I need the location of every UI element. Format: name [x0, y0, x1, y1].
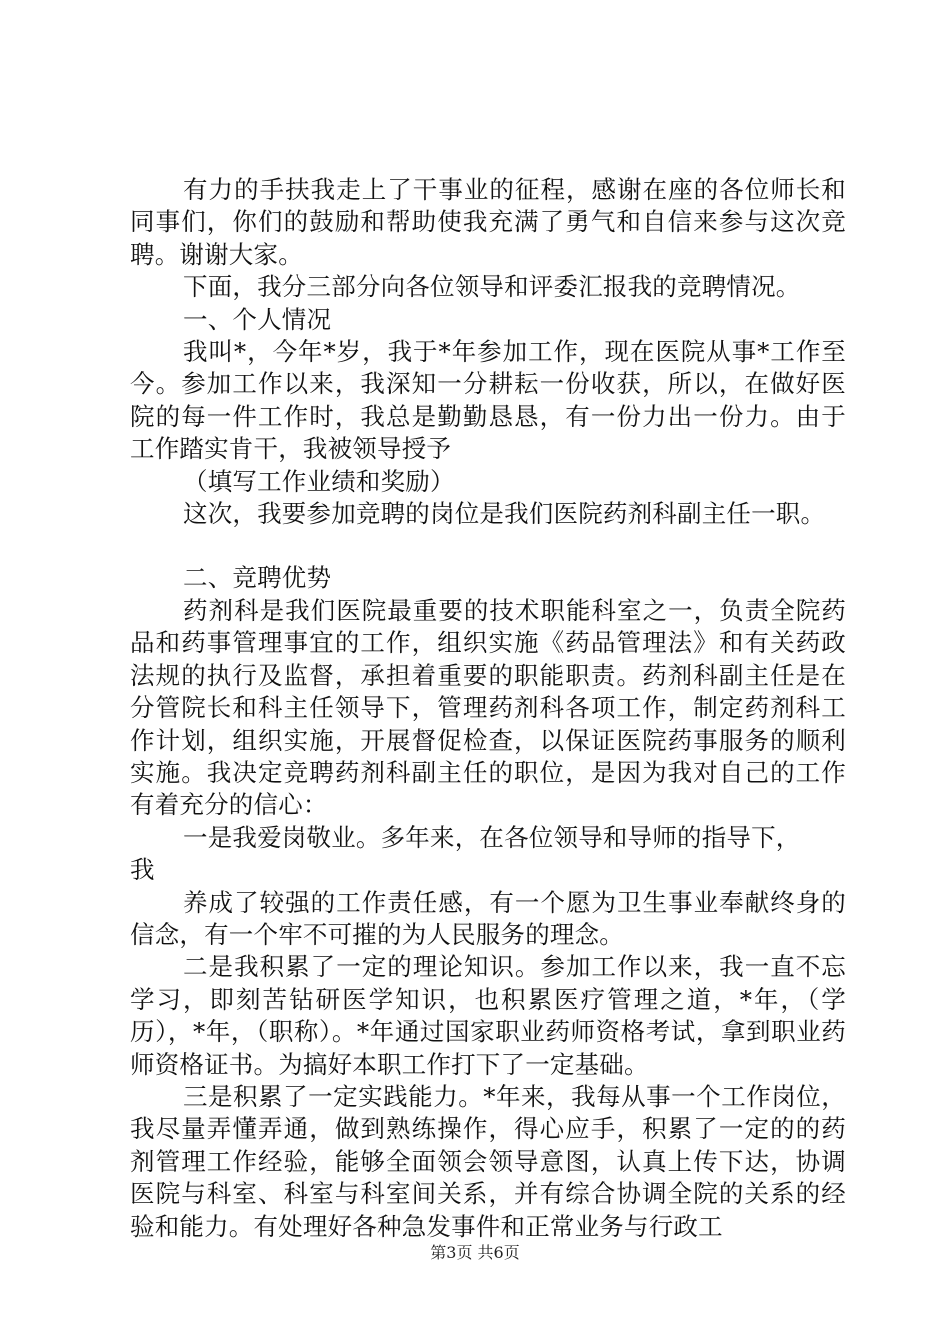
paragraph-point-two: 二是我积累了一定的理论知识。参加工作以来，我一直不忘学习，即刻苦钻研医学知识，也积累医疗管理之道，*年，（学历），*年，（职称）。*年通过国家职业药师资格考试，拿到职业药师资格证书。为搞好本职工作打下了一定基础。 [130, 952, 846, 1079]
paragraph-personal-info: 我叫*，今年*岁，我于*年参加工作，现在医院从事*工作至今。参加工作以来，我深知一分耕耘一份收获，所以，在做好医院的每一件工作时，我总是勤勤恳恳，有一份力出一份力。由于工作踏实肯干，我被领导授予 [130, 337, 846, 464]
document-body [130, 174, 846, 1243]
paragraph-point-three: 三是积累了一定实践能力。*年来，我每从事一个工作岗位，我尽量弄懂弄通，做到熟练操作，得心应手，积累了一定的的药剂管理工作经验，能够全面领会领导意图，认真上传下达，协调医院与科室、科室与科室间关系，并有综合协调全院的关系的经验和能力。有处理好各种急发事件和正常业务与行政工 [130, 1081, 846, 1241]
paragraph-point-one-continued: 我 [130, 855, 155, 885]
paragraph-pharmacy-department: 药剂科是我们医院最重要的技术职能科室之一，负责全院药品和药事管理事宜的工作，组织实施《药品管理法》和有关药政法规的执行及监督，承担着重要的职能职责。药剂科副主任是在分管院长和科主任领导下，管理药剂科各项工作，制定药剂科工作计划，组织实施，开展督促检查，以保证医院药事服务的顺利实施。我决定竞聘药剂科副主任的职位，是因为我对自己的工作有着充分的信心： [130, 595, 846, 820]
heading-personal-info: 一、个人情况 [183, 304, 332, 334]
paragraph-target-position: 这次，我要参加竞聘的岗位是我们医院药剂科副主任一职。 [183, 499, 826, 529]
paragraph-point-one: 一是我爱岗敬业。多年来，在各位领导和导师的指导下， [183, 822, 801, 852]
paragraph-thanks: 有力的手扶我走上了干事业的征程，感谢在座的各位师长和同事们，你们的鼓励和帮助使我充满了勇气和自信来参与这次竞聘。谢谢大家。 [130, 175, 846, 269]
page-number-footer: 第3页 共6页 [430, 1243, 520, 1262]
paragraph-responsibility: 养成了较强的工作责任感，有一个愿为卫生事业奉献终身的信念，有一个牢不可摧的为人民服务的理念。 [130, 887, 846, 949]
heading-advantages: 二、竞聘优势 [183, 563, 332, 593]
paragraph-achievements-placeholder: （填写工作业绩和奖励） [183, 466, 455, 496]
paragraph-outline: 下面，我分三部分向各位领导和评委汇报我的竞聘情况。 [183, 272, 801, 302]
